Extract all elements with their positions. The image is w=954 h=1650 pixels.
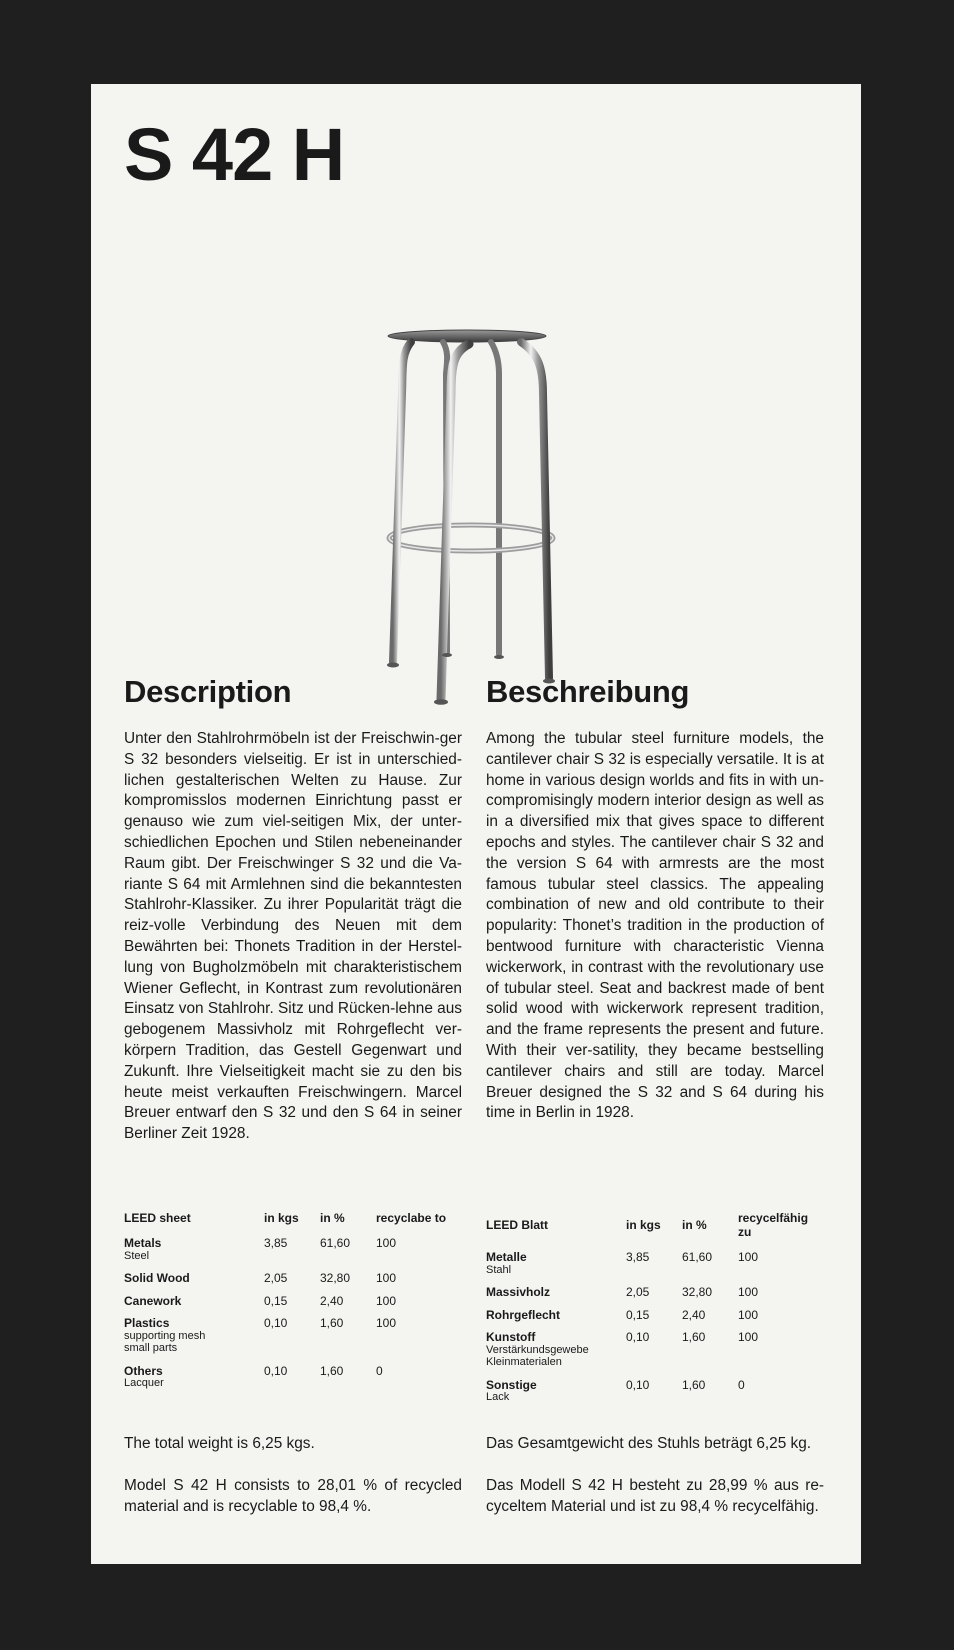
table-row [486, 1286, 824, 1309]
table-row [124, 1237, 462, 1272]
table-row [486, 1331, 824, 1379]
material-percent: 32,80 [320, 1271, 351, 1285]
material-name: Others [124, 1363, 163, 1378]
material-sub: Verstärkundsgewebe Kleinmaterialen [486, 1343, 589, 1368]
material-percent: 1,60 [682, 1377, 706, 1392]
material-kgs: 0,15 [264, 1293, 288, 1308]
material-recyclable: 100 [376, 1236, 397, 1250]
material-recyclable: 100 [376, 1271, 397, 1285]
spec-sheet [91, 84, 861, 1564]
beschreibung-body: Among the tubular steel furniture models, the cantilever chair S 32 is especially versatile. It is at home in various design worlds and fits in with un-compromisingly modern interior design as well as in a diversified mix that gives space to different epochs and styles. The cantilever chair S 32 and the version S 64 with armrests are the most famous tubular steel classics. The appealing combination of new and old contribute to their popularity: Thonet’s tradition in the production of bentwood furniture with characteristic Vienna wickerwork, in contrast with the revolutionary use of tubular steel. Seat and backrest made of bent solid wood with wickerwork represent tradition, and the frame represents the present and future. With their ver-satility, they became bestselling cantilever chairs and still are today. Marcel Breuer designed the S 32 and S 64 during his time in Berlin in 1928. [486, 730, 824, 1122]
material-sub: Lacquer [124, 1377, 164, 1389]
leed-table-en [124, 1211, 462, 1400]
material-percent: 1,60 [682, 1330, 706, 1344]
leed-header-percent: in % [682, 1218, 707, 1232]
material-sub: Lack [486, 1391, 510, 1403]
material-kgs: 0,15 [626, 1307, 650, 1322]
material-percent: 2,40 [320, 1293, 344, 1308]
material-name: Canework [124, 1293, 182, 1308]
material-recyclable: 100 [738, 1285, 759, 1299]
material-name: Solid Wood [124, 1271, 190, 1285]
recycelt-text: Das Modell S 42 H besteht zu 28,99 % aus re-cyceltem Material und ist zu 98,4 % recycelfähig. [486, 1477, 824, 1515]
table-row [124, 1272, 462, 1295]
material-kgs: 3,85 [626, 1250, 650, 1264]
recycled-content-text: Model S 42 H consists to 28,01 % of recycled material and is recyclable to 98,4 %. [124, 1477, 462, 1515]
beschreibung-heading: Beschreibung [486, 674, 690, 709]
material-percent: 32,80 [682, 1285, 713, 1299]
material-name: Plastics [124, 1316, 170, 1330]
material-kgs: 3,85 [264, 1236, 288, 1250]
material-kgs: 0,10 [626, 1377, 650, 1392]
material-recyclable: 100 [376, 1316, 397, 1330]
leed-header-material: LEED sheet [124, 1211, 191, 1225]
material-kgs: 0,10 [264, 1363, 288, 1378]
leed-header-recyclable: recycelfähig zu [738, 1211, 809, 1239]
material-kgs: 2,05 [626, 1285, 650, 1299]
page-title: S 42 H [124, 113, 345, 196]
material-sub: Steel [124, 1249, 150, 1262]
material-percent: 2,40 [682, 1307, 706, 1322]
leed-header-kgs: in kgs [264, 1211, 299, 1225]
leed-header-kgs: in kgs [626, 1218, 661, 1232]
table-row [124, 1317, 462, 1365]
material-name: Kunstoff [486, 1330, 536, 1344]
material-recyclable: 100 [738, 1250, 759, 1264]
description-heading: Description [124, 674, 292, 709]
total-weight-text: The total weight is 6,25 kgs. [124, 1435, 315, 1452]
material-name: Sonstige [486, 1377, 537, 1392]
material-name: Massivholz [486, 1285, 551, 1299]
material-recyclable: 100 [738, 1330, 759, 1344]
table-row [486, 1309, 824, 1332]
material-recyclable: 0 [738, 1377, 745, 1392]
gesamtgewicht-text: Das Gesamtgewicht des Stuhls beträgt 6,25 kg. [486, 1435, 812, 1452]
material-kgs: 0,10 [626, 1330, 650, 1344]
material-name: Rohrgeflecht [486, 1307, 561, 1322]
material-kgs: 2,05 [264, 1271, 288, 1285]
bar-stool-illustration [371, 244, 571, 714]
material-percent: 1,60 [320, 1316, 344, 1330]
table-row [124, 1365, 462, 1400]
material-name: Metals [124, 1236, 162, 1250]
leed-header-recyclable: recyclabe to [376, 1211, 447, 1225]
table-row [124, 1295, 462, 1318]
description-body: Unter den Stahlrohrmöbeln ist der Freischwin-ger S 32 besonders vielseitig. Er ist in unterschied-lichen gestalterischen Welten zu Hause. Zur kompromisslos modernen Einrichtung passt er genauso wie zum viel-seitigen Mix, der unter-schiedlichen Epochen und Stilen nebeneinander Raum gibt. Der Freischwinger S 32 und die Va-riante S 64 mit Armlehnen sind die bekanntesten Stahlrohr-Klassiker. Zu ihrer Popularität trägt die reiz-volle Verbindung des Neuen mit dem Bewährten bei: Thonets Tradition in der Herstel-lung von Bugholzmöbeln mit charakteristischem Wiener Geflecht, in Kontrast zum revolutionären Einsatz von Stahlrohr. Sitz und Rücken-lehne aus gebogenem Massivholz mit Rohrgeflecht ver-körpern Tradition, das Gestell Gegenwart und Zukunft. Ihre Vielseitigkeit macht sie zu den bis heute meist verkauften Freischwingern. Marcel Breuer entwarf den S 32 und den S 64 in seiner Berliner Zeit 1928. [124, 730, 462, 1143]
material-recyclable: 100 [738, 1307, 759, 1322]
leed-header-percent: in % [320, 1211, 345, 1225]
material-percent: 1,60 [320, 1363, 344, 1378]
material-name: Metalle [486, 1250, 527, 1264]
leed-table-de [486, 1211, 824, 1414]
material-percent: 61,60 [682, 1250, 713, 1264]
material-kgs: 0,10 [264, 1316, 288, 1330]
table-row [486, 1251, 824, 1286]
material-percent: 61,60 [320, 1236, 351, 1250]
material-sub: Stahl [486, 1263, 512, 1276]
leed-header-material: LEED Blatt [486, 1218, 549, 1232]
table-row [486, 1379, 824, 1414]
material-sub: supporting mesh small parts [124, 1329, 206, 1354]
material-recyclable: 100 [376, 1293, 397, 1308]
material-recyclable: 0 [376, 1363, 383, 1378]
